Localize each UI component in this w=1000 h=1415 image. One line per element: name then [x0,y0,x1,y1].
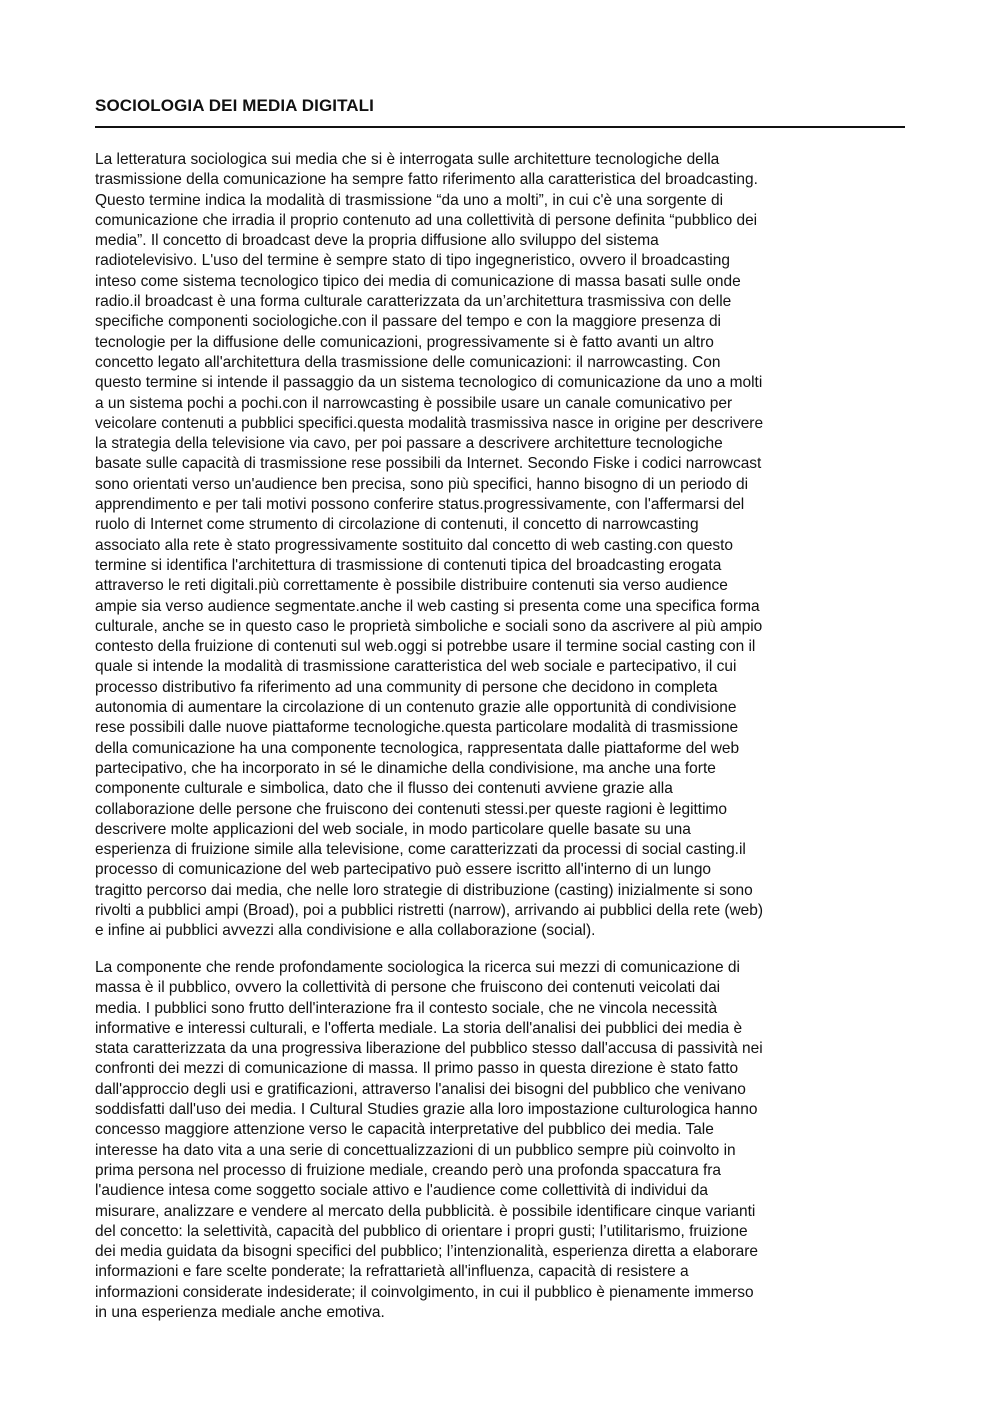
text-line: collaborazione delle persone che fruiscono dei contenuti stessi.per queste ragioni è legittimo [95,800,728,818]
text-line: partecipativo, che ha incorporato in sé le dinamiche della condivisione, ma anche una forte [95,759,716,777]
text-line: tragitto percorso dai media, che nelle loro strategie di distribuzione (casting) inizialmente si sono [95,881,753,899]
text-line: prima persona nel processo di fruizione mediale, creando però una profonda spaccatura fra [95,1161,721,1179]
text-line: contesto della fruizione di contenuti sul web.oggi si potrebbe usare il termine social casting con il [95,638,756,656]
text-line: trasmissione della comunicazione ha sempre fatto riferimento alla caratteristica del broadcasting. [95,171,758,189]
text-line: processo di comunicazione del web partecipativo può essere iscritto all'interno di un lungo [95,861,712,879]
text-line: informative e interessi culturali, e l'offerta mediale. La storia dell'analisi dei pubblici dei media è [95,1019,743,1037]
text-line: l'audience intesa come soggetto sociale attivo e l'audience come collettività di individui da [95,1182,708,1200]
text-line: ampie sia verso audience segmentate.anche il web casting si presenta come una specifica forma [95,597,760,615]
text-line: confronti dei mezzi di comunicazione di massa. Il primo passo in questa direzione è stato fatto [95,1060,739,1078]
text-line: La componente che rende profondamente sociologica la ricerca sui mezzi di comunicazione di [95,959,740,976]
text-line: veicolare contenuti a pubblici specifici.questa modalità trasmissiva nasce in origine per descrivere [95,414,764,432]
text-line: concesso maggiore attenzione verso le capacità interpretative del pubblico dei media. Tale [95,1121,714,1139]
text-line: e infine ai pubblici avvezzi alla condivisione e alla collaborazione (social). [95,922,596,940]
text-line: descrivere molte applicazioni del web sociale, in modo particolare quelle basate su una [95,820,691,838]
text-line: rese possibili dalle nuove piattaforme tecnologiche.questa particolare modalità di trasmissione [95,719,739,737]
text-line: la strategia della televisione via cavo, per poi passare a descrivere architetture tecnologiche [95,435,723,453]
text-line: interesse ha dato vita a una serie di concettualizzazioni di un pubblico sempre più coinvolto in [95,1141,736,1159]
text-line: sono orientati verso un'audience ben precisa, sono più specifici, hanno bisogno di un periodo di [95,475,749,493]
text-line: specifiche componenti sociologiche.con il passare del tempo e con la maggiore presenza di [95,313,721,331]
text-line: dall'approccio degli usi e gratificazioni, attraverso l'analisi dei bisogni del pubblico che venivano [95,1080,746,1098]
text-line: informazioni considerate indesiderate; il coinvolgimento, in cui il pubblico è pienamente immerso [95,1283,754,1301]
text-line: in una esperienza mediale anche emotiva. [95,1304,385,1322]
text-line: radio.il broadcast è una forma culturale caratterizzata da un’architettura trasmissiva con delle [95,293,732,311]
text-line: apprendimento e per tali motivi possono conferire status.progressivamente, con l'affermarsi del [95,496,745,514]
text-line: media. I pubblici sono frutto dell'interazione fra il contesto sociale, che ne vincola necessità [95,999,718,1017]
text-line: misurare, analizzare e vendere al mercato della pubblicità. è possibile identificare cinque varianti [95,1202,756,1220]
text-line: a un sistema pochi a pochi.con il narrowcasting è possibile usare un canale comunicativo per [95,394,733,412]
text-line: soddisfatti dall'uso dei media. I Cultural Studies grazie alla loro impostazione culturologica hanno [95,1101,758,1119]
text-line: autonomia di aumentare la circolazione di un contenuto grazie alle opportunità di condivisione [95,699,737,717]
text-line: componente culturale e simbolica, dato che il flusso dei contenuti avviene grazie alla [95,780,673,798]
text-line: termine si identifica l'architettura di trasmissione di contenuti tipica del broadcasting erogata [95,556,722,574]
text-line: inteso come sistema tecnologico tipico dei media di comunicazione di massa basati sulle onde [95,272,741,290]
text-line: associato alla rete è stato progressivamente sostituito dal concetto di web casting.con questo [95,536,734,554]
text-line: culturale, anche se in questo caso le proprietà simboliche e sociali sono da ascrivere al più ampio [95,617,763,635]
paragraph-audience [95,958,955,1323]
text-line: del concetto: la selettività, capacità del pubblico di orientare i propri gusti; l’utilitarismo, fruizione [95,1222,748,1240]
text-line: concetto legato all'architettura della trasmissione delle comunicazioni: il narrowcasting. Con [95,353,721,371]
text-line: processo distributivo fa riferimento ad una community di persone che decidono in completa [95,678,718,696]
text-line: questo termine si intende il passaggio da un sistema tecnologico di comunicazione da uno a molti [95,374,763,392]
text-line: massa è il pubblico, ovvero la collettività di persone che fruiscono dei contenuti veicolati dai [95,979,721,997]
text-line: esperienza di fruizione simile alla televisione, come caratterizzati da processi di social casting.il [95,841,746,859]
text-line: ruolo di Internet come strumento di circolazione di contenuti, il concetto di narrowcasting [95,516,699,534]
text-line: della comunicazione ha una componente tecnologica, rappresentata dalle piattaforme del web [95,739,740,757]
text-line: radiotelevisivo. L'uso del termine è sempre stato di tipo ingegneristico, ovvero il broadcasting [95,252,730,270]
text-line: La letteratura sociologica sui media che si è interrogata sulle architetture tecnologiche della [95,151,720,168]
text-line: Questo termine indica la modalità di trasmissione “da uno a molti”, in cui c'è una sorgente di [95,191,724,209]
document-title: SOCIOLOGIA DEI MEDIA DIGITALI [95,96,374,115]
text-line: informazioni e fare scelte ponderate; la refrattarietà all'influenza, capacità di resistere a [95,1263,689,1281]
text-line: media”. Il concetto di broadcast deve la propria diffusione allo sviluppo del sistema [95,232,659,250]
text-line: dei media guidata da bisogni specifici del pubblico; l’intenzionalità, esperienza diretta a elaborare [95,1243,758,1261]
text-line: comunicazione che irradia il proprio contenuto ad una collettività di persone definita “pubblico dei [95,211,758,229]
text-line: rivolti a pubblici ampi (Broad), poi a pubblici ristretti (narrow), arrivando ai pubblici della rete (web) [95,901,764,919]
text-line: quale si intende la modalità di trasmissione caratteristica del web sociale e partecipativo, il cui [95,658,737,676]
paragraph-broadcasting [95,150,955,942]
title-divider [95,126,905,128]
text-line: stata caratterizzata da una progressiva liberazione del pubblico stesso dall'accusa di passività nei [95,1040,763,1058]
text-line: basate sulle capacità di trasmissione rese possibili da Internet. Secondo Fiske i codici narrowcast [95,455,762,473]
text-line: attraverso le reti digitali.più correttamente è possibile distribuire contenuti sia verso audience [95,577,728,595]
text-line: tecnologie per la diffusione delle comunicazioni, progressivamente si è fatto avanti un altro [95,333,714,351]
